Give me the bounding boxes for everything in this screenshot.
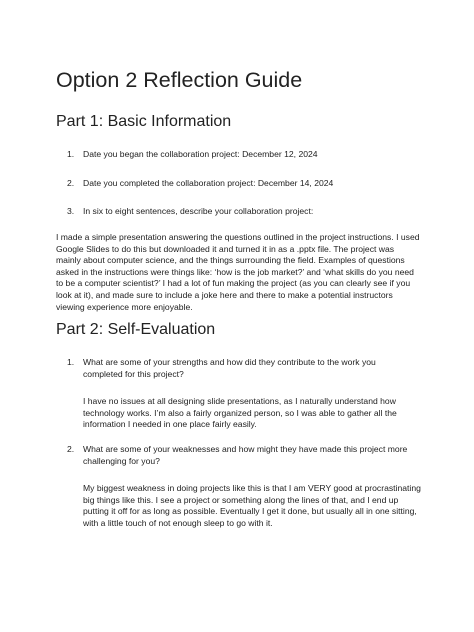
part2-heading: Part 2: Self-Evaluation — [56, 321, 216, 338]
document-title: Option 2 Reflection Guide — [56, 68, 303, 92]
question-text: In six to eight sentences, describe your collaboration project: — [83, 206, 314, 216]
part1-answer: I made a simple presentation answering the questions outlined in the project instructions. I used Google Slides to do this but downloaded it and turned it in as a .pptx file. The project was mainly about computer science, and the things surrounding the field. Examples of questions asked in the instructions were things like: ‘how is the job market?’ and ‘what skills do you need to be a computer scientist?’ I had a lot of fun making the project (as you can clearly see if you look at it), and made sure to include a joke here and there to make a potential instructors viewing experience more enjoyable. — [56, 232, 420, 312]
part2-answer-2: My biggest weakness in doing projects like this is that I am VERY good at procrastinating big things like this. I see a project or something along the lines of that, and I end up putting it off for as long as possible. Eventually I get it done, but usually all in one sitting, with a little touch of not enough sleep to go with it. — [83, 483, 421, 528]
question-text: What are some of your strengths and how did they contribute to the work you completed for this project? — [83, 357, 376, 379]
question-text: What are some of your weaknesses and how might they have made this project more challenging for you? — [83, 444, 408, 466]
question-text: Date you completed the collaboration project: December 14, 2024 — [83, 178, 334, 188]
question-number: 2. — [67, 444, 75, 454]
question-number: 1. — [67, 357, 75, 367]
part2-answer-1: I have no issues at all designing slide presentations, as I naturally understand how technology works. I’m also a fairly organized person, so I was able to gather all the information I needed in one place fairly easily. — [83, 396, 397, 430]
part1-heading: Part 1: Basic Information — [56, 113, 232, 130]
question-number: 2. — [67, 178, 75, 188]
question-number: 3. — [67, 206, 75, 216]
question-text: Date you began the collaboration project: December 12, 2024 — [83, 149, 318, 159]
question-number: 1. — [67, 149, 75, 159]
